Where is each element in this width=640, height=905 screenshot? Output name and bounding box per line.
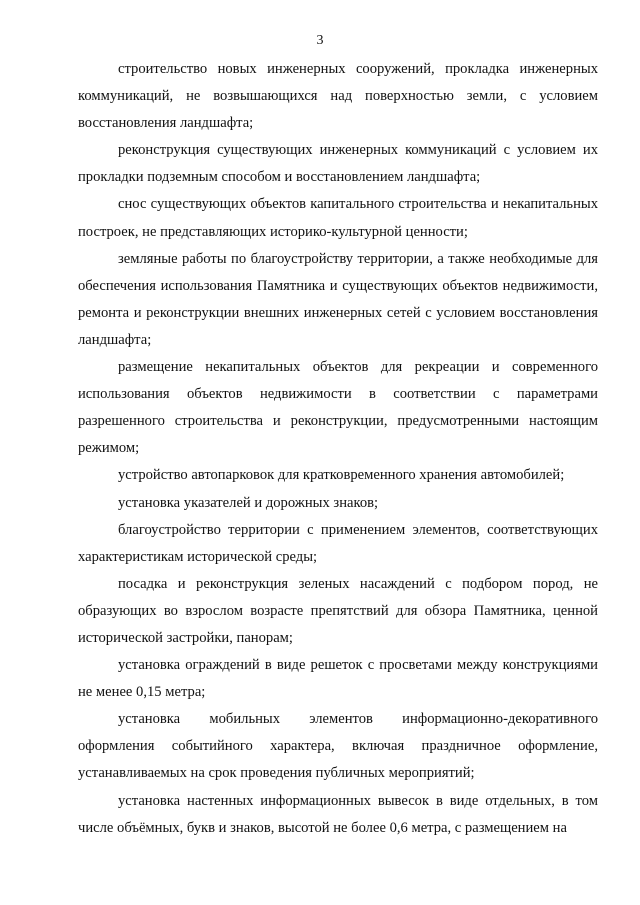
paragraph-10: установка ограждений в виде решеток с просветами между конструкциями не менее 0,15 метра;: [78, 657, 598, 701]
paragraph-3: снос существующих объектов капитального строительства и некапитальных построек, не представляющих историко-культурной ценности;: [78, 196, 598, 240]
paragraph-7: установка указателей и дорожных знаков;: [118, 494, 379, 511]
paragraph-6: устройство автопарковок для кратковременного хранения автомобилей;: [118, 467, 565, 484]
paragraph-12: установка настенных информационных вывесок в виде отдельных, в том числе объёмных, букв и знаков, высотой не более 0,6 метра, с размещением на: [78, 792, 598, 836]
document-body: [78, 56, 598, 842]
paragraph-2: реконструкция существующих инженерных коммуникаций с условием их прокладки подземным способом и восстановлением ландшафта;: [78, 142, 598, 186]
paragraph-8: благоустройство территории с применением элементов, соответствующих характеристикам исторической среды;: [78, 521, 598, 565]
paragraph-4: земляные работы по благоустройству территории, а также необходимые для обеспечения использования Памятника и существующих объектов недвижимости, ремонта и реконструкции внешних инженерных сетей с условием восстановления ландшафта;: [78, 250, 598, 348]
page-number: 3: [316, 33, 324, 48]
paragraph-11: установка мобильных элементов информационно-декоративного оформления событийного характера, включая праздничное оформление, устанавливаемых на срок проведения публичных мероприятий;: [78, 711, 598, 782]
paragraph-9: посадка и реконструкция зеленых насаждений с подбором пород, не образующих во взрослом возрасте препятствий для обзора Памятника, ценной исторической застройки, панорам;: [78, 575, 598, 646]
paragraph-5: размещение некапитальных объектов для рекреации и современного использования объектов недвижимости в соответствии с параметрами разрешенного строительства и реконструкции, предусмотренными настоящим режимом;: [78, 359, 598, 457]
paragraph-1: строительство новых инженерных сооружений, прокладка инженерных коммуникаций, не возвышающихся над поверхностью земли, с условием восстановления ландшафта;: [78, 61, 598, 132]
